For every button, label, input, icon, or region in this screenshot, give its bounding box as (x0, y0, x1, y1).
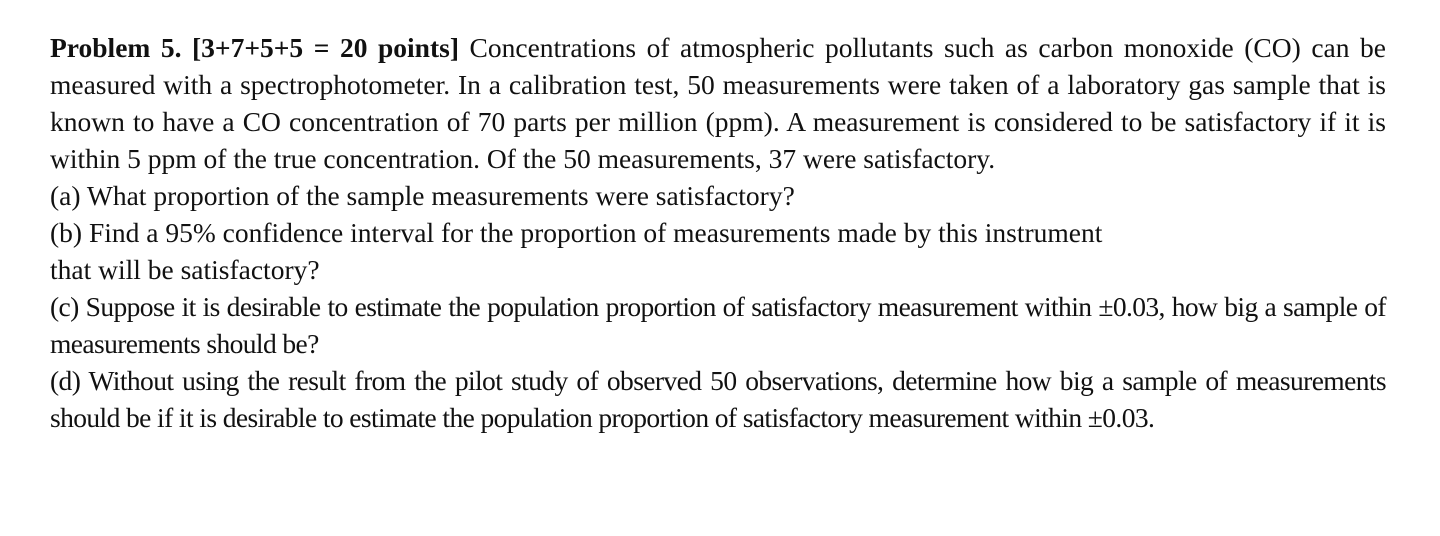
problem-intro: Concentrations of atmospheric pollutants such as carbon monoxide (CO) can be measured with a spectrophotometer. In a calibration test, 50 measurements were taken of a laboratory gas sample that is known to have a CO concentration of 70 parts per million (ppm). A measurement is considered to be satisfactory if it is within 5 ppm of the true concentration. Of the 50 measurements, 37 were satisfactory. (50, 32, 1386, 174)
problem-heading: Problem 5. [3+7+5+5 = 20 points] (50, 32, 459, 63)
problem-statement (50, 29, 1386, 177)
problem-document (50, 29, 1386, 436)
question-b-line-2: that will be satisfactory? (50, 254, 320, 285)
question-a: (a) What proportion of the sample measurements were satisfactory? (50, 180, 795, 211)
question-c: (c) Suppose it is desirable to estimate the population proportion of satisfactory measurement within ±0.03, how big a sample of measurements should be? (50, 291, 1386, 359)
question-d: (d) Without using the result from the pilot study of observed 50 observations, determine how big a sample of measurements should be if it is desirable to estimate the population proportion of satisfactory measurement within ±0.03. (50, 365, 1386, 433)
question-b-line-1: (b) Find a 95% confidence interval for the proportion of measurements made by this instrument (50, 217, 1103, 248)
